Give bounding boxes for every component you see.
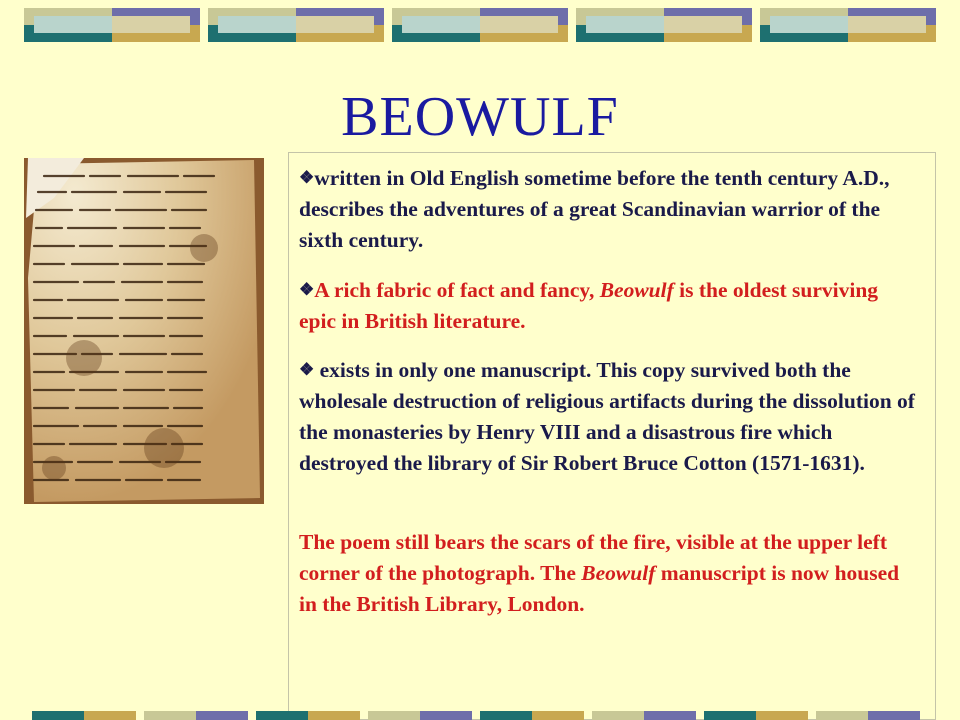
- deco-block: [760, 8, 936, 42]
- bullet-paragraph-1: ❖written in Old English sometime before the tenth century A.D., describes the adventures of a great Scandinavian warrior of the sixth century.: [299, 166, 890, 252]
- deco-block: [576, 8, 752, 42]
- deco-block: [24, 8, 200, 42]
- manuscript-photo: [24, 158, 264, 504]
- paragraph-4: The poem still bears the scars of the fire, visible at the upper left corner of the photograph. The Beowulf manuscript is now housed in the British Library, London.: [299, 530, 900, 616]
- diamond-bullet-icon: ❖: [299, 360, 315, 379]
- bullet-paragraph-2: ❖A rich fabric of fact and fancy, Beowulf is the oldest surviving epic in British literature.: [299, 278, 879, 333]
- bottom-decorative-band: [0, 711, 960, 720]
- deco-block: [392, 8, 568, 42]
- bullet-paragraph-3: ❖ exists in only one manuscript. This copy survived both the wholesale destruction of religious artifacts during the dissolution of the monasteries by Henry VIII and a disastrous fire which destroyed the library of Sir Robert Bruce Cotton (1571-1631).: [299, 358, 915, 475]
- diamond-bullet-icon: ❖: [299, 280, 315, 299]
- top-decorative-band: [0, 0, 960, 48]
- diamond-bullet-icon: ❖: [299, 168, 315, 187]
- content-text-box: [288, 152, 936, 720]
- deco-block: [208, 8, 384, 42]
- slide-title: BEOWULF: [341, 86, 619, 148]
